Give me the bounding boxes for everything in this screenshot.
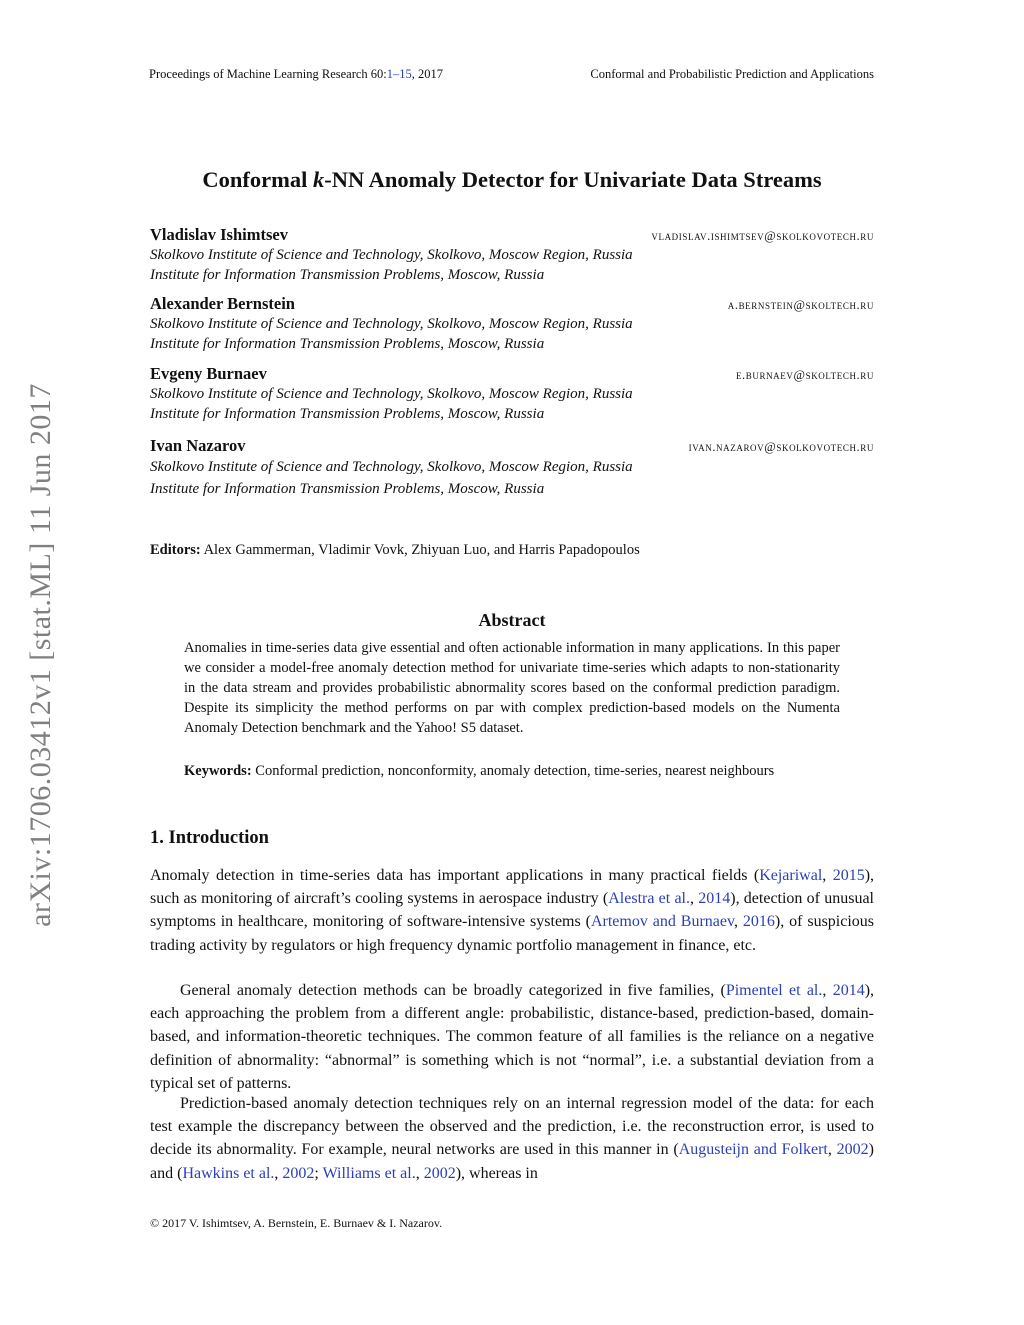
copyright-footer [150, 1216, 442, 1231]
citation-link[interactable]: Hawkins et al. [182, 1164, 275, 1182]
author-affiliation: Institute for Information Transmission Problems, Moscow, Russia [150, 336, 545, 352]
author-email[interactable]: ivan.nazarov@skolkovotech.ru [688, 440, 874, 454]
header-year: , 2017 [411, 67, 444, 81]
citation-link[interactable]: Augusteijn and Folkert [678, 1141, 828, 1159]
para-text: , [415, 1164, 424, 1182]
running-header-left [149, 67, 443, 82]
citation-link[interactable]: 2014 [832, 982, 865, 999]
abstract-text: Anomalies in time-series data give essential and often actionable information in many applications. In this paper we consider a model-free anomaly detection method for univariate time-series which adapts to non-stationarity in the data stream and provides probabilistic abnormality scores based on the conformal prediction paradigm. Despite its simplicity the method performs on par with complex prediction-based models on the Numenta Anomaly Detection benchmark and the Yahoo! S5 dataset. [184, 640, 840, 736]
editors-names: Alex Gammerman, Vladimir Vovk, Zhiyuan Luo, and Harris Papadopoulos [200, 542, 640, 558]
editors-line [150, 542, 640, 559]
para-text: , [733, 913, 743, 931]
author-affiliation: Institute for Information Transmission Problems, Moscow, Russia [150, 481, 545, 497]
author-affiliation: Skolkovo Institute of Science and Technology, Skolkovo, Moscow Region, Russia [150, 316, 633, 332]
title-part: -NN Anomaly Detector for Univariate Data Streams [324, 167, 822, 192]
author-name: Alexander Bernstein [150, 294, 295, 313]
copyright-icon: © [150, 1216, 160, 1230]
author-name: Ivan Nazarov [150, 436, 246, 455]
author-affiliation: Institute for Information Transmission Problems, Moscow, Russia [150, 267, 545, 283]
para-text: , [822, 867, 833, 884]
author-affiliation: Skolkovo Institute of Science and Technology, Skolkovo, Moscow Region, Russia [150, 247, 633, 263]
author-email[interactable]: a.bernstein@skoltech.ru [727, 298, 874, 312]
para-text: Anomaly detection in time-series data has important applications in many practical fields ( [150, 867, 760, 884]
author-email[interactable]: vladislav.ishimtsev@skolkovotech.ru [651, 229, 874, 243]
para-text: ), such as monitoring of aircraft’s cooling systems in aerospace industry ( [150, 867, 875, 908]
intro-paragraph-3 [150, 1092, 874, 1185]
citation-link[interactable]: 2002 [282, 1164, 315, 1182]
author-email[interactable]: e.burnaev@skoltech.ru [735, 368, 874, 382]
citation-link[interactable]: 2002 [423, 1164, 456, 1182]
author-affiliation: Skolkovo Institute of Science and Technology, Skolkovo, Moscow Region, Russia [150, 386, 633, 402]
paper-title [0, 167, 1024, 193]
para-text: General anomaly detection methods can be broadly categorized in five families, ( [180, 982, 726, 999]
header-pages-link[interactable]: 1–15 [386, 67, 412, 81]
citation-link[interactable]: 2014 [698, 890, 731, 908]
para-text: ), whereas in [455, 1164, 538, 1182]
copyright-text: 2017 V. Ishimtsev, A. Bernstein, E. Burnaev & I. Nazarov. [159, 1216, 443, 1230]
para-text: , [690, 890, 699, 908]
title-part: Conformal [202, 167, 313, 192]
author-affiliation: Skolkovo Institute of Science and Technology, Skolkovo, Moscow Region, Russia [150, 459, 633, 475]
citation-link[interactable]: 2015 [832, 867, 865, 884]
para-text: , [827, 1141, 837, 1159]
citation-link[interactable]: Williams et al. [322, 1164, 416, 1182]
editors-label: Editors: [150, 542, 201, 558]
keywords-text: Conformal prediction, nonconformity, anomaly detection, time-series, nearest neighbours [251, 763, 775, 779]
author-block [150, 294, 874, 354]
citation-link[interactable]: Alestra et al. [608, 890, 690, 908]
keywords-label: Keywords: [184, 763, 252, 779]
citation-link[interactable]: 2016 [742, 913, 775, 931]
author-affiliation: Institute for Information Transmission Problems, Moscow, Russia [150, 406, 545, 422]
author-name: Vladislav Ishimtsev [150, 225, 288, 244]
header-proceedings: Proceedings of Machine Learning Research 60: [149, 67, 387, 81]
para-text: Prediction-based anomaly detection techniques rely on an internal regression model of the data: for each test example the discrepancy between the observed and the prediction, i.e. the reconstruction error, is used to decide its abnormality. For example, neural networks are used in this manner in ( [150, 1095, 874, 1159]
para-text: , [274, 1164, 283, 1182]
author-block [150, 225, 874, 285]
intro-paragraph-1 [150, 864, 874, 957]
citation-link[interactable]: Kejariwal [759, 867, 823, 884]
keywords-line [184, 761, 840, 781]
author-block [150, 436, 874, 500]
para-text: ) and ( [150, 1141, 874, 1182]
title-k: k [312, 167, 325, 192]
author-name: Evgeny Burnaev [150, 364, 267, 383]
citation-link[interactable]: Artemov and Burnaev [590, 913, 734, 931]
intro-paragraph-2 [150, 979, 874, 1095]
citation-link[interactable]: 2002 [836, 1141, 869, 1159]
para-text: ; [314, 1164, 323, 1182]
para-text: ), detection of unusual symptoms in healthcare, monitoring of software-intensive systems ( [150, 890, 875, 931]
abstract-heading: Abstract [478, 610, 546, 630]
para-text: ), each approaching the problem from a different angle: probabilistic, distance-based, prediction-based, domain-based, and information-theoretic techniques. The common feature of all families is the reliance on a negative definition of abnormality: “abnormal” is something which is not “normal”, i.e. a substantial deviation from a typical set of patterns. [150, 982, 875, 1092]
citation-link[interactable]: Pimentel et al. [725, 982, 823, 999]
running-header-right: Conformal and Probabilistic Prediction and Applications [590, 67, 874, 81]
author-block [150, 364, 874, 424]
section-heading-introduction: 1. Introduction [150, 828, 269, 848]
para-text: , [822, 982, 833, 999]
para-text: ), of suspicious trading activity by regulators or high frequency dynamic portfolio management in finance, etc. [150, 913, 875, 954]
arxiv-stamp: arXiv:1706.03412v1 [stat.ML] 11 Jun 2017 [24, 383, 57, 927]
